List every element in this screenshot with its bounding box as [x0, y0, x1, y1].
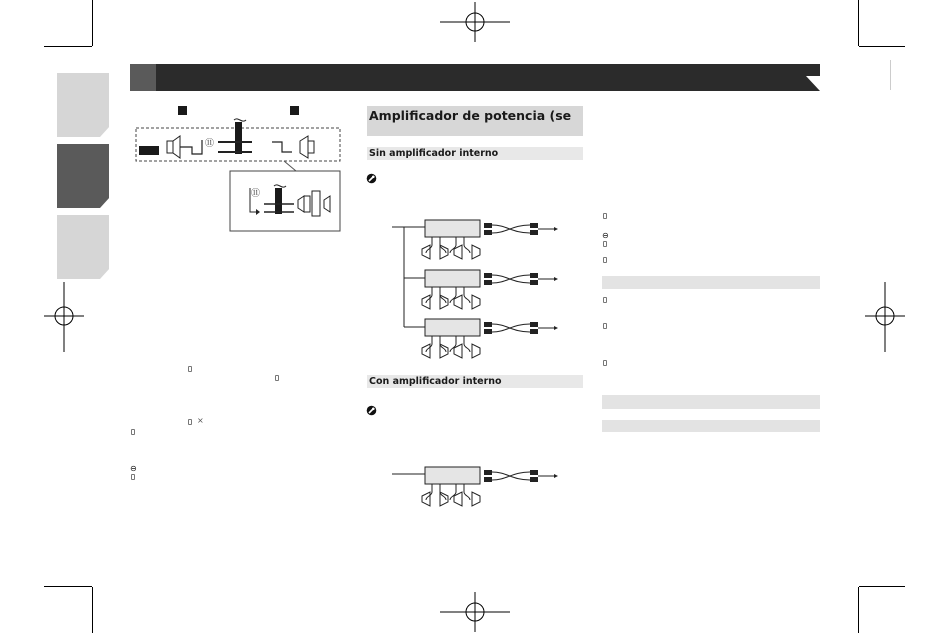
amplifier-diagram-without-internal-amp — [392, 215, 562, 363]
header-bar-notch — [806, 76, 820, 91]
right-heading-bar — [602, 395, 820, 409]
callout-11-a: ⑪ — [205, 139, 215, 149]
note-icon-r2 — [603, 241, 607, 247]
page-edge-line — [890, 60, 891, 90]
chapter-number-box — [130, 64, 156, 91]
amp-unit-2 — [422, 270, 558, 309]
amplifier-diagram-with-internal-amp — [392, 462, 562, 512]
tip-icon-1: ⊖ — [130, 464, 137, 473]
callout-11-b: ⑪ — [251, 189, 261, 199]
note-icon-r1 — [603, 213, 607, 219]
speaker-wiring-diagram — [134, 112, 344, 234]
amp-unit-3 — [422, 319, 558, 358]
note-icon-r5 — [603, 323, 607, 329]
note-icon-1 — [131, 429, 135, 435]
tip-icon-r1: ⊖ — [602, 231, 609, 240]
inline-mark-3 — [188, 419, 192, 425]
note-icon-r4 — [603, 297, 607, 303]
times-symbol: × — [197, 416, 204, 425]
inline-mark-2 — [275, 375, 279, 381]
section-heading: Amplificador de potencia (se — [367, 106, 583, 136]
amp-unit-1 — [422, 220, 558, 259]
inline-mark-1 — [188, 366, 192, 372]
wrench-icon-2 — [366, 405, 377, 416]
tab-notches — [100, 73, 110, 283]
subsection-without-amp: Sin amplificador interno — [367, 147, 583, 160]
right-subheading-bar-2 — [602, 420, 820, 432]
section-header-bar — [130, 64, 820, 91]
note-icon-r3 — [603, 257, 607, 263]
wrench-icon — [366, 173, 377, 184]
right-subheading-bar-1 — [602, 276, 820, 289]
note-icon-r6 — [603, 360, 607, 366]
note-icon-2 — [131, 474, 135, 480]
subsection-with-amp: Con amplificador interno — [367, 375, 583, 388]
